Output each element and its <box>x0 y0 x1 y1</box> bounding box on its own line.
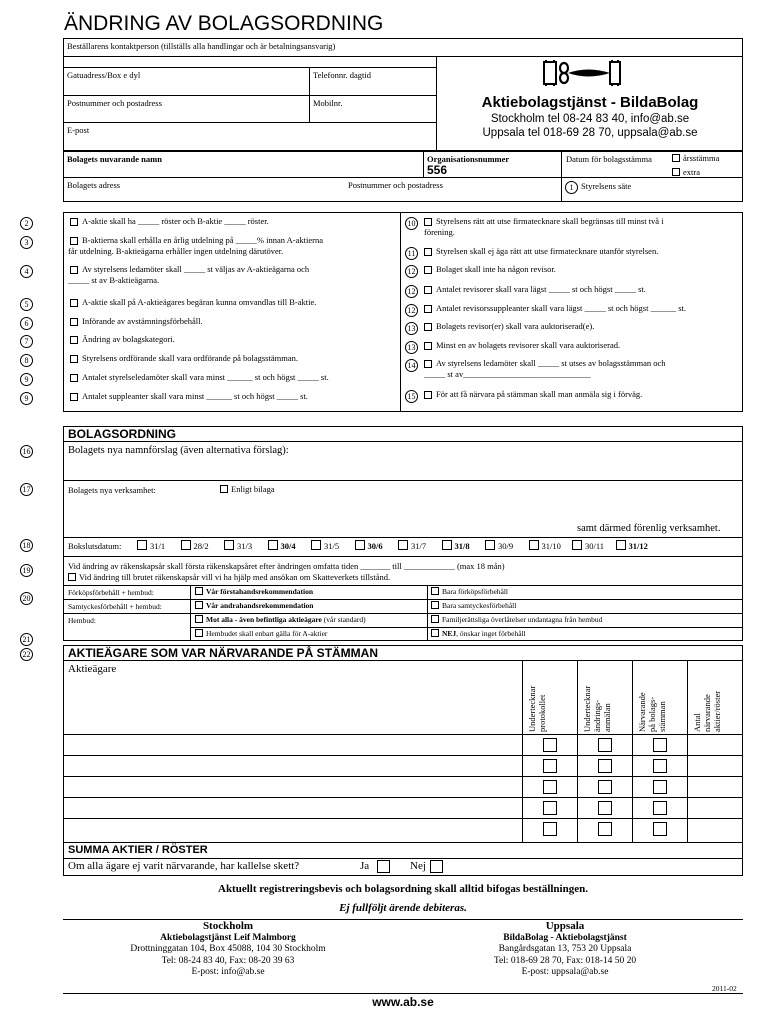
col-signs-notification: Undertecknar ändrings- anmälan <box>582 685 612 732</box>
option-text: Bolaget skall inte ha någon revisor. <box>436 264 556 274</box>
option-text: Införande av avstämningsförbehåll. <box>82 316 203 326</box>
pre-emption-label: Förköpsförbehåll + hembud: <box>68 588 154 597</box>
only-pre-emption-option[interactable]: Bara förköpsförbehåll <box>431 587 508 596</box>
option-checkbox[interactable] <box>70 374 78 382</box>
bolagsordning-header: BOLAGSORDNING <box>68 427 176 441</box>
fiscal-date-checkbox[interactable] <box>398 540 408 550</box>
company-address-label: Bolagets adress <box>67 180 121 190</box>
billing-notice: Ej fullföljt ärende debiteras. <box>339 902 467 914</box>
new-name-label: Bolagets nya namnförslag (även alternativa förslag): <box>68 445 289 456</box>
no-restriction-option[interactable]: NEJ, önskar inget förbehåll <box>431 629 526 638</box>
section-number: 1 <box>565 181 578 194</box>
broken-fiscal-year-option[interactable]: Vid ändring till brutet räkenskapsår vill vi ha hjälp med ansökan om Skatteverkets tillstånd. <box>68 572 390 582</box>
per-attachment-checkbox[interactable] <box>220 485 228 493</box>
option-text: Av styrelsens ledamöter skall _____ st väljas av A-aktieägarna och <box>82 264 310 274</box>
fiscal-date-option[interactable]: 31/7 <box>398 540 426 551</box>
no-checkbox[interactable] <box>430 860 443 873</box>
yes-label: Ja <box>360 860 370 872</box>
option-checkbox[interactable] <box>424 305 432 313</box>
option-checkbox[interactable] <box>424 266 432 274</box>
attendance-checkbox[interactable] <box>598 738 612 752</box>
attendance-checkbox[interactable] <box>653 780 667 794</box>
related-business-text: samt därmed förenlig verksamhet. <box>577 523 721 534</box>
section-number: 22 <box>20 648 33 661</box>
notice-question: Om alla ägare ej varit närvarande, har kallelse skett? <box>68 860 300 872</box>
fiscal-date-checkbox[interactable] <box>311 540 321 550</box>
section-number: 9 <box>20 392 33 405</box>
second-recommendation-option[interactable]: Vår andrahandsrekommendation <box>195 601 313 610</box>
second-recommendation-checkbox[interactable] <box>195 601 203 609</box>
fiscal-date-option[interactable]: 30/4 <box>268 540 296 551</box>
company-postal-label: Postnummer och postadress <box>348 180 443 190</box>
per-attachment-option[interactable]: Enligt bilaga <box>220 484 275 494</box>
first-recommendation-option[interactable]: Vår förstahandsrekommendation <box>195 587 313 596</box>
annual-checkbox[interactable] <box>672 154 680 162</box>
attendance-checkbox[interactable] <box>543 759 557 773</box>
section-number: 8 <box>20 354 33 367</box>
fiscal-date-option[interactable]: 30/9 <box>485 540 513 551</box>
hembud-all-checkbox[interactable] <box>195 615 203 623</box>
phone-field-label: Telefonnr. dagtid <box>313 70 371 80</box>
attendance-checkbox[interactable] <box>653 801 667 815</box>
attendance-checkbox[interactable] <box>598 822 612 836</box>
meeting-date-label: Datum för bolagsstämma <box>566 154 652 164</box>
option-checkbox[interactable] <box>70 355 78 363</box>
section-number: 5 <box>20 298 33 311</box>
family-exception-option[interactable]: Familjerättsliga överlåtelser undantagna från hembud <box>431 615 602 624</box>
office-email: E-post: uppsala@ab.se <box>521 967 609 977</box>
company-stockholm-contact: Stockholm tel 08-24 83 40, info@ab.se <box>490 113 690 125</box>
section-number: 10 <box>405 217 418 230</box>
option-checkbox[interactable] <box>70 266 78 274</box>
fiscal-date-option[interactable]: 31/10 <box>529 540 561 551</box>
new-business-label: Bolagets nya verksamhet: <box>68 485 156 495</box>
attendance-checkbox[interactable] <box>598 759 612 773</box>
attendance-checkbox[interactable] <box>543 822 557 836</box>
annual-meeting-option[interactable]: årsstämma <box>672 153 719 163</box>
stockholm-office <box>63 921 393 979</box>
section-number: 4 <box>20 265 33 278</box>
attachment-notice: Aktuellt registreringsbevis och bolagsordning skall alltid bifogas beställningen. <box>218 883 588 895</box>
org-number-value: 556 <box>427 163 448 177</box>
fiscal-date-option[interactable]: 31/3 <box>224 540 252 551</box>
broken-fiscal-year-checkbox[interactable] <box>68 573 76 581</box>
col-present: Närvarande på bolags- stämman <box>637 692 667 732</box>
section-number: 18 <box>20 539 33 552</box>
no-restriction-checkbox[interactable] <box>431 629 439 637</box>
only-consent-option[interactable]: Bara samtyckesförbehåll <box>431 601 516 610</box>
mobile-field-label: Mobilnr. <box>313 98 343 108</box>
section-number: 14 <box>405 359 418 372</box>
section-number: 9 <box>20 373 33 386</box>
option-checkbox[interactable] <box>424 391 432 399</box>
fiscal-date-option[interactable]: 31/1 <box>137 540 165 551</box>
fiscal-date-checkbox[interactable] <box>529 540 539 550</box>
first-recommendation-checkbox[interactable] <box>195 587 203 595</box>
hembud-all-option[interactable]: Mot alla - även befintliga aktieägare (vår standard) <box>195 615 366 624</box>
option-text: Ändring av bolagskategori. <box>82 334 175 344</box>
hembud-label: Hembud: <box>68 616 96 625</box>
section-number: 11 <box>405 247 418 260</box>
option-checkbox[interactable] <box>70 318 78 326</box>
office-city: Uppsala <box>545 920 585 932</box>
owner-label: Aktieägare <box>68 663 117 675</box>
option-text: Minst en av bolagets revisorer skall vara auktoriserad. <box>436 340 621 350</box>
attendance-checkbox[interactable] <box>543 780 557 794</box>
fiscal-date-option[interactable]: 30/11 <box>572 540 604 551</box>
office-address: Drottninggatan 104, Box 45088, 104 30 Stockholm <box>130 944 326 954</box>
fiscal-date-checkbox[interactable] <box>137 540 147 550</box>
address-field-label: Gatuadress/Box e dyl <box>67 70 141 80</box>
option-checkbox[interactable] <box>70 237 78 245</box>
option-checkbox[interactable] <box>424 248 432 256</box>
section-number: 12 <box>405 285 418 298</box>
contact-header: Beställarens kontaktperson (tillställs alla handlingar och är betalningsansvarig) <box>67 41 336 51</box>
col-share-count: Antal närvarande aktier/röster <box>692 690 722 732</box>
option-text: Styrelsens ordförande skall vara ordförande på bolagsstämman. <box>82 353 298 363</box>
option-text: Bolagets revisor(er) skall vara auktoriserad(e). <box>436 321 595 331</box>
option-checkbox[interactable] <box>70 393 78 401</box>
fiscal-date-checkbox[interactable] <box>616 540 626 550</box>
option-checkbox[interactable] <box>70 336 78 344</box>
extra-checkbox[interactable] <box>672 168 680 176</box>
section-number: 12 <box>405 265 418 278</box>
company-logo-icon <box>540 58 624 88</box>
company-name: Aktiebolagstjänst - BildaBolag <box>481 94 699 111</box>
section-number: 7 <box>20 335 33 348</box>
section-number: 19 <box>20 564 33 577</box>
option-text: _____ st av______________________________ <box>424 369 591 379</box>
office-company: BildaBolag - Aktiebolagstjänst <box>503 932 627 943</box>
option-text: _____ st av B-aktieägarna. <box>68 275 160 285</box>
fiscal-date-checkbox[interactable] <box>181 540 191 550</box>
no-label: Nej <box>410 860 426 872</box>
attendance-checkbox[interactable] <box>598 801 612 815</box>
option-checkbox[interactable] <box>424 342 432 350</box>
option-text: förening. <box>424 227 455 237</box>
only-consent-checkbox[interactable] <box>431 601 439 609</box>
fiscal-date-option[interactable]: 31/8 <box>442 540 470 551</box>
board-seat-label: Styrelsens säte <box>581 181 632 191</box>
section-number: 13 <box>405 322 418 335</box>
section-number: 12 <box>405 304 418 317</box>
office-city: Stockholm <box>202 920 254 932</box>
option-text: Antalet revisorer skall vara lägst _____ st och högst _____ st. <box>436 284 646 294</box>
option-checkbox[interactable] <box>70 218 78 226</box>
section-number: 2 <box>20 217 33 230</box>
option-checkbox[interactable] <box>70 299 78 307</box>
page-title: ÄNDRING AV BOLAGSORDNING <box>64 12 384 35</box>
option-text: För att få närvara på stämman skall man anmäla sig i förväg. <box>436 389 643 399</box>
fiscal-date-option[interactable]: 31/5 <box>311 540 339 551</box>
family-exception-checkbox[interactable] <box>431 615 439 623</box>
fiscal-date-option[interactable]: 30/6 <box>355 540 383 551</box>
fiscal-date-checkbox[interactable] <box>224 540 234 550</box>
option-text: Antalet revisorssuppleanter skall vara lägst _____ st och högst ______ st. <box>436 303 686 313</box>
option-text: Styrelsens rätt att utse firmatecknare skall begränsas till minst två i <box>436 216 664 226</box>
fiscal-date-option[interactable]: 28/2 <box>181 540 209 551</box>
sum-label: SUMMA AKTIER / RÖSTER <box>68 844 208 856</box>
attendance-checkbox[interactable] <box>598 780 612 794</box>
section-number: 17 <box>20 483 33 496</box>
option-checkbox[interactable] <box>424 286 432 294</box>
postal-field-label: Postnummer och postadress <box>67 98 162 108</box>
consent-label: Samtyckesförbehåll + hembud: <box>68 602 162 611</box>
option-text: Antalet suppleanter skall vara minst ______ st och högst _____ st. <box>82 391 308 401</box>
option-checkbox[interactable] <box>424 218 432 226</box>
office-phone: Tel: 018-69 28 70, Fax: 018-14 50 20 <box>493 955 637 966</box>
option-text: B-aktierna skall erhålla en årlig utdelning på _____% innan A-aktierna <box>82 235 323 245</box>
company-uppsala-contact: Uppsala tel 018-69 28 70, uppsala@ab.se <box>482 127 698 139</box>
section-number: 15 <box>405 390 418 403</box>
section-number: 20 <box>20 592 33 605</box>
form-version: 2011-02 <box>712 984 737 993</box>
fiscal-date-checkbox[interactable] <box>572 540 582 550</box>
fiscal-date-checkbox[interactable] <box>355 540 365 550</box>
attendance-checkbox[interactable] <box>543 738 557 752</box>
col-signs-minutes: Undertecknar protokollet <box>527 685 547 732</box>
fiscal-date-checkbox[interactable] <box>442 540 452 550</box>
section-number: 16 <box>20 445 33 458</box>
uppsala-office <box>400 921 730 979</box>
yes-checkbox[interactable] <box>377 860 390 873</box>
office-company: Aktiebolagstjänst Leif Malmborg <box>160 932 296 943</box>
option-text: Av styrelsens ledamöter skall _____ st utses av bolagsstämman och <box>436 358 666 368</box>
section-number: 6 <box>20 317 33 330</box>
attendance-header: AKTIEÄGARE SOM VAR NÄRVARANDE PÅ STÄMMAN <box>68 646 379 660</box>
hembud-a-shares-checkbox[interactable] <box>195 629 203 637</box>
website-link[interactable]: www.ab.se <box>372 995 434 1009</box>
company-name-label: Bolagets nuvarande namn <box>67 154 162 164</box>
option-checkbox[interactable] <box>424 360 432 368</box>
office-address: Bangårdsgatan 13, 753 20 Uppsala <box>498 944 632 954</box>
fiscal-date-checkbox[interactable] <box>485 540 495 550</box>
option-checkbox[interactable] <box>424 323 432 331</box>
fiscal-date-label: Bokslutsdatum: <box>68 541 122 551</box>
fiscal-year-change-text: Vid ändring av räkenskapsår skall första räkenskapsåret efter ändringen omfatta tiden _______ till ____________ (max 18 mån) <box>68 561 505 571</box>
option-text: A-aktie skall på A-aktieägares begäran kunna omvandlas till B-aktie. <box>82 297 317 307</box>
email-field-label: E-post <box>67 125 90 135</box>
attendance-checkbox[interactable] <box>653 759 667 773</box>
option-text: får utdelning. B-aktieägarna erhåller ingen utdelning därutöver. <box>68 246 284 256</box>
section-number: 13 <box>405 341 418 354</box>
fiscal-date-option[interactable]: 31/12 <box>616 540 648 551</box>
org-number-label: Organisationsnummer <box>427 154 510 164</box>
fiscal-date-checkbox[interactable] <box>268 540 278 550</box>
attendance-checkbox[interactable] <box>653 738 667 752</box>
option-text: Styrelsen skall ej äga rätt att utse firmatecknare utanför styrelsen. <box>436 246 659 256</box>
option-text: A-aktie skall ha _____ röster och B-aktie _____ röster. <box>82 216 269 226</box>
hembud-a-shares-option[interactable]: Hembudet skall enbart gälla för A-aktier <box>195 629 327 638</box>
section-number: 21 <box>20 633 33 646</box>
office-email: E-post: info@ab.se <box>191 967 265 977</box>
office-phone: Tel: 08-24 83 40, Fax: 08-20 39 63 <box>161 955 295 966</box>
attendance-checkbox[interactable] <box>543 801 557 815</box>
section-number: 3 <box>20 236 33 249</box>
option-text: Antalet styrelseledamöter skall vara minst ______ st och högst _____ st. <box>82 372 329 382</box>
attendance-checkbox[interactable] <box>653 822 667 836</box>
only-pre-emption-checkbox[interactable] <box>431 587 439 595</box>
extra-meeting-option[interactable]: extra <box>672 167 700 177</box>
